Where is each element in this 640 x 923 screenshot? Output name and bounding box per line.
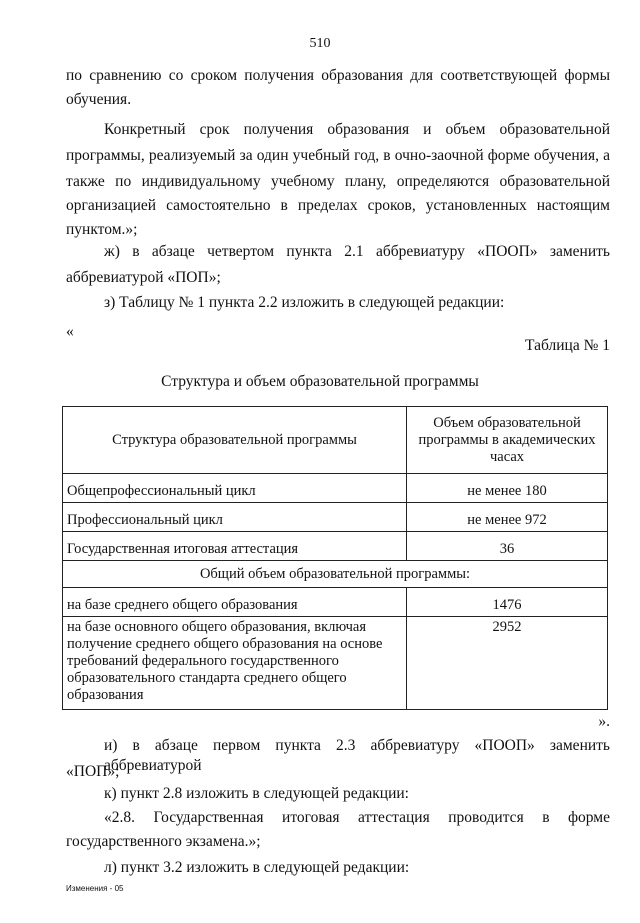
paragraph-line: ж) в абзаце четвертом пункта 2.1 аббревиатуру «ПООП» заменить [104,243,610,260]
paragraph-line: аббревиатурой «ПОП»; [66,269,221,286]
table-row [63,617,608,710]
footer-note: Изменения - 05 [66,884,124,893]
paragraph-line: организацией самостоятельно в пределах сроков, установленных настоящим [66,197,610,214]
table-cell: на базе среднего общего образования [63,588,407,617]
table-row [63,474,608,503]
paragraph-line: Конкретный срок получения образования и объем образовательной [104,121,610,138]
table-cell: 36 [407,532,608,561]
table-subheader-cell: Общий объем образовательной программы: [63,561,608,588]
table-header-cell: Объем образовательной программы в академических часах [407,407,608,474]
table-label: Таблица № 1 [525,337,610,354]
paragraph-line: л) пункт 3.2 изложить в следующей редакции: [104,859,410,876]
paragraph-line: к) пункт 2.8 изложить в следующей редакции: [104,785,409,802]
table-title: Структура и объем образовательной программы [161,373,479,390]
table-header-row [63,407,608,474]
table-cell: 2952 [407,617,608,710]
table-cell: Профессиональный цикл [63,503,407,532]
paragraph-line: по сравнению со сроком получения образования для соответствующей формы [66,67,610,84]
open-quote: « [66,323,74,340]
paragraph-line: з) Таблицу № 1 пункта 2.2 изложить в следующей редакции: [104,294,505,311]
table-subheader-row [63,561,608,588]
table-header-cell: Структура образовательной программы [63,407,407,474]
paragraph-line: также по индивидуальному учебному плану, определяются образовательной [66,173,610,190]
table-cell: Государственная итоговая аттестация [63,532,407,561]
table-cell: не менее 972 [407,503,608,532]
table-cell: на базе основного общего образования, включая получение среднего общего образования на основе требований федерального государственного образовательного стандарта среднего общего образования [63,617,407,710]
paragraph-line: «2.8. Государственная итоговая аттестация проводится в форме [104,809,610,826]
paragraph-line: государственного экзамена.»; [66,833,261,850]
paragraph-line: «ПОП»; [66,763,120,780]
paragraph-line: обучения. [66,91,132,108]
paragraph-line: пунктом.»; [66,221,138,238]
close-quote: ». [598,713,610,730]
table-cell: Общепрофессиональный цикл [63,474,407,503]
page-number: 510 [309,36,331,51]
paragraph-line: и) в абзаце первом пункта 2.3 аббревиатуру «ПООП» заменить аббревиатурой [104,737,610,774]
table-row [63,588,608,617]
table-row [63,532,608,561]
table-cell: 1476 [407,588,608,617]
table-row [63,503,608,532]
paragraph-line: программы, реализуемый за один учебный год, в очно-заочной форме обучения, а [66,147,610,164]
structure-table [62,406,608,710]
table-cell: не менее 180 [407,474,608,503]
